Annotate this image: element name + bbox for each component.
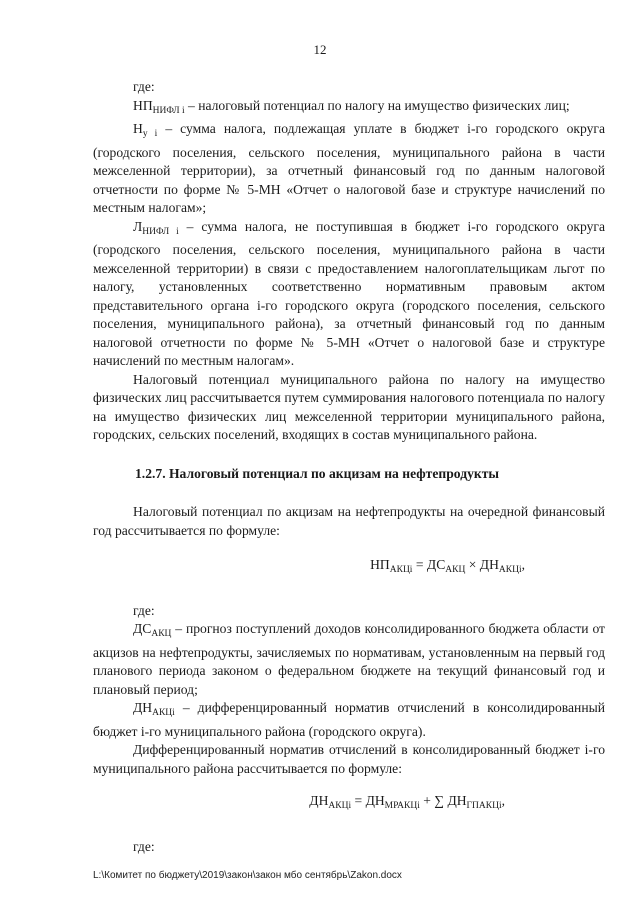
definition-np-nifl — [93, 97, 605, 121]
definition-text: – налоговый потенциал по налогу на имущество физических лиц; — [184, 97, 570, 113]
symbol: ДС — [133, 621, 152, 636]
symbol-subscript: НИФЛ i — [142, 226, 179, 237]
formula-dn-akc — [93, 792, 605, 816]
symbol-subscript: у i — [142, 129, 158, 139]
file-path-footer: L:\Комитет по бюджету\2019\закон\закон мбо сентябрь\Zakon.docx — [93, 870, 402, 881]
definition-n-u — [93, 120, 605, 218]
symbol-subscript: НИФЛ i — [152, 105, 185, 116]
paragraph-excise-intro: Налоговый потенциал по акцизам на нефтепродукты на очередной финансовый год рассчитывается по формуле: — [93, 504, 605, 538]
formula-term: ДН — [365, 793, 385, 808]
definition-ds-akc — [93, 620, 605, 699]
formula-subscript: АКЦi — [389, 565, 413, 575]
formula-subscript: АКЦi — [498, 565, 522, 575]
page-number: 12 — [313, 42, 327, 57]
formula-operator: × — [465, 557, 480, 572]
definition-text: – прогноз поступлений доходов консолидированного бюджета области от акцизов на нефтепродукты, зачисляемых по нормативам, установленным на первый год планового периода законом о федеральном бюджете на текущий финансовый год и плановый период; — [93, 621, 605, 697]
definition-l-nifl — [93, 218, 605, 371]
symbol-subscript: АКЦi — [152, 708, 175, 718]
formula-subscript: ГПАКЦi — [466, 801, 502, 811]
formula-operator: = — [412, 557, 427, 572]
symbol: НП — [133, 97, 153, 113]
paragraph-diff-norm: Дифференцированный норматив отчислений в консолидированный бюджет i-го муниципального района рассчитывается по формуле: — [93, 742, 605, 776]
formula-punctuation: , — [501, 793, 505, 808]
formula-operator: = — [351, 793, 366, 808]
section-heading: 1.2.7. Налоговый потенциал по акцизам на нефтепродукты — [135, 465, 499, 481]
definition-dn-akc — [93, 699, 605, 741]
document-body — [93, 78, 605, 856]
formula-term: ДН — [447, 793, 467, 808]
formula-subscript: МРАКЦi — [384, 801, 420, 811]
formula-subscript: АКЦ — [445, 565, 466, 575]
where-label: где: — [133, 79, 155, 94]
paragraph-municipal-potential: Налоговый потенциал муниципального района по налогу на имущество физических лиц рассчитывается путем суммирования налогового потенциала по налогу на имущество физических лиц межселенной территории муниципального района, городских, сельских поселений, входящих в состав муниципального района. — [93, 371, 605, 442]
definition-text: – сумма налога, подлежащая уплате в бюджет i-го городского округа (городского поселения, сельского поселения, муниципального района в части межселенной территории), за отчетный финансовый год по данным налоговой отчетности по форме № 5-МН «Отчет о налоговой базе и структуре начислений по местным налогам»; — [93, 121, 605, 215]
symbol-subscript: АКЦ — [151, 629, 172, 639]
where-label: где: — [133, 602, 155, 618]
formula-subscript: АКЦi — [328, 801, 352, 811]
where-label: где: — [133, 838, 155, 854]
formula-operator: + ∑ — [419, 793, 448, 808]
definition-text: – сумма налога, не поступившая в бюджет i-го городского округа (городского поселения, сельского поселения, муниципального района в части межселенной территории) в связи с предоставлением налогоплательщикам льгот по налогу, установленных соответственно нормативным правовым актом представительного органа i-го городского округа (городского поселения, сельского поселения, муниципального района), за отчетный финансовый год по данным налоговой отчетности по форме № 5-МН «Отчет о налоговой базе и структуре начислений по местным налогам». — [93, 218, 605, 368]
symbol: Л — [133, 218, 143, 234]
formula-term: ДН — [309, 793, 329, 808]
formula-punctuation: , — [521, 557, 525, 572]
formula-term: ДН — [479, 557, 499, 572]
definition-text: – дифференцированный норматив отчислений в консолидированный бюджет i-го муниципального района (городского округа). — [93, 700, 605, 739]
symbol: Н — [133, 121, 143, 136]
formula-term: НП — [370, 557, 390, 572]
formula-term: ДС — [426, 557, 446, 572]
formula-np-akc — [93, 556, 605, 580]
symbol: ДН — [133, 700, 153, 715]
